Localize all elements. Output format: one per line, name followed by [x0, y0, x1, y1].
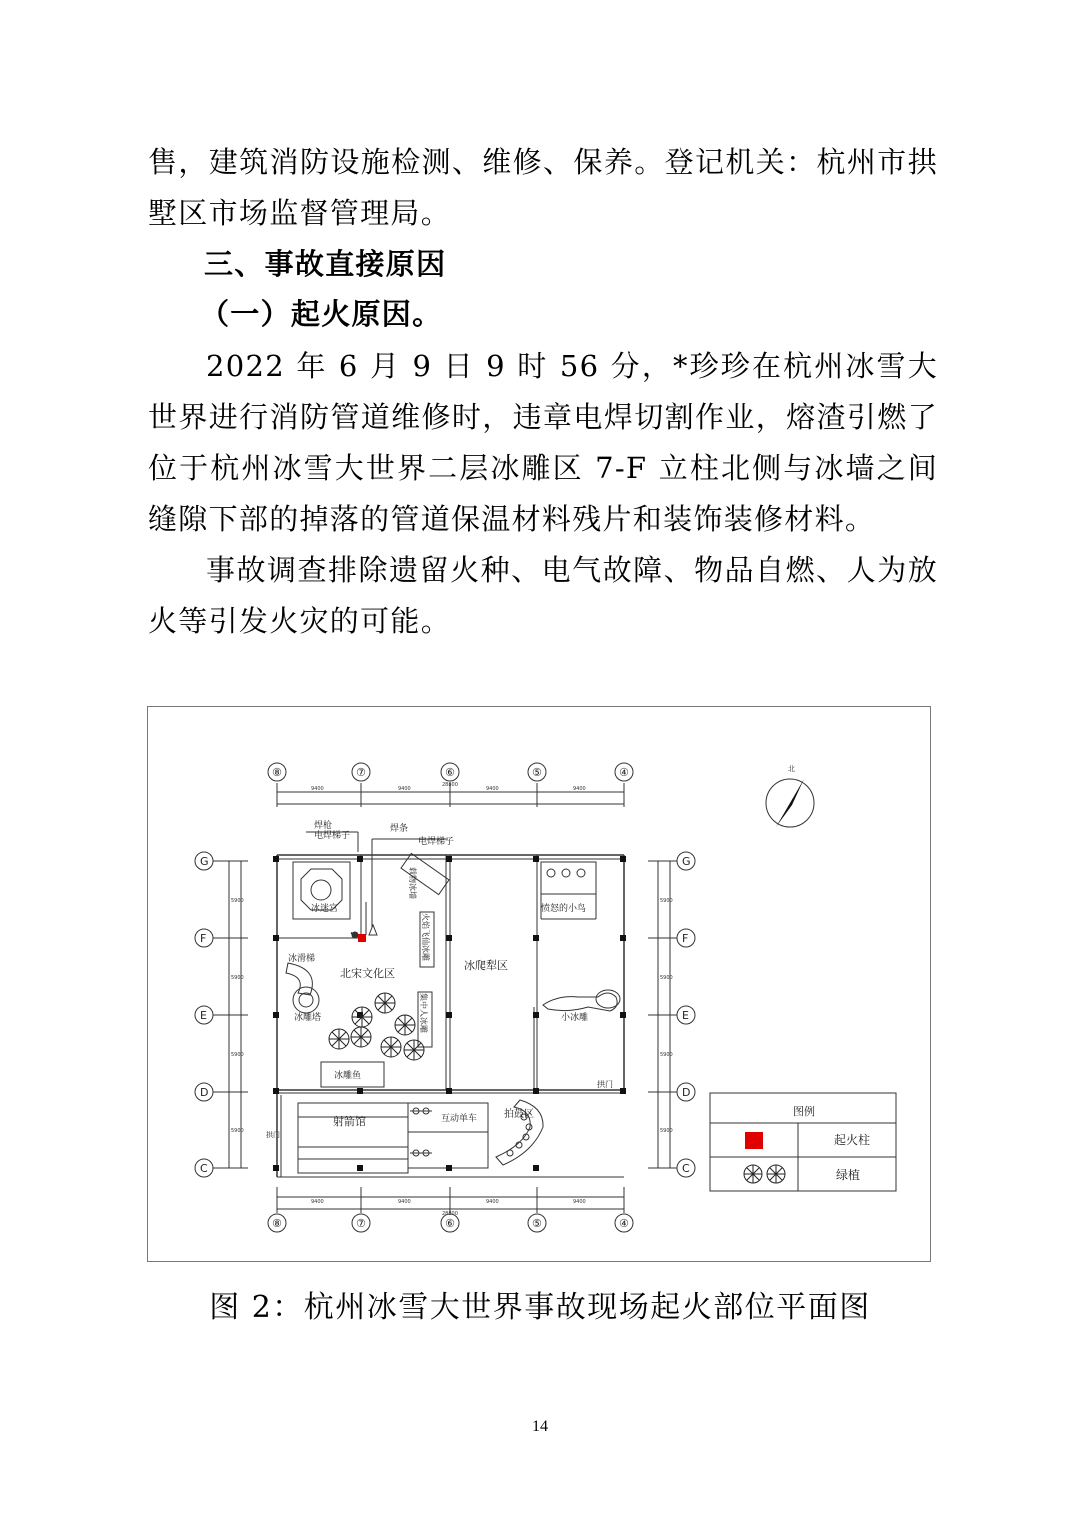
label-weld-gun: 焊枪: [314, 821, 333, 831]
axis-label-left-F: F: [200, 932, 207, 945]
angry-bird-box: [541, 862, 596, 894]
legend-title: 图例: [793, 1105, 815, 1118]
axis-label-bottom-5: ⑤: [532, 1217, 542, 1230]
dim-span-1: 9400: [311, 786, 324, 792]
label-ice-fish: 冰雕鱼: [334, 1071, 362, 1081]
dim-span-4: 9400: [573, 786, 586, 792]
label-tower: 冰雕塔: [294, 1013, 322, 1023]
legend-plant-label: 绿植: [836, 1168, 861, 1182]
axis-label-left-C: C: [200, 1162, 208, 1175]
label-weld-rod: 焊条: [390, 824, 409, 834]
plant-icon: [381, 1037, 401, 1057]
dim-row-r4: 5900: [660, 1128, 673, 1134]
dim-span-3: 9400: [486, 786, 499, 792]
page-number: 14: [532, 1418, 548, 1435]
axis-label-top-7: ⑦: [356, 766, 366, 779]
dim-total-bottom: 28800: [442, 1211, 458, 1217]
axis-label-top-6: ⑥: [445, 766, 455, 779]
dim-row-2: 5900: [231, 975, 244, 981]
label-song-zone: 北宋文化区: [340, 967, 395, 980]
axis-label-bottom-4: ④: [619, 1217, 629, 1230]
axis-label-bottom-6: ⑥: [445, 1217, 455, 1230]
dim-span-b4: 9400: [573, 1199, 586, 1205]
figure-caption: 图 2：杭州冰雪大世界事故现场起火部位平面图: [209, 1290, 871, 1325]
bike-room: [408, 1103, 488, 1168]
label-door-right: 拱门: [597, 1080, 613, 1089]
warning-triangle-icon: [369, 925, 377, 935]
axis-label-bottom-8: ⑧: [272, 1217, 282, 1230]
legend: [710, 1093, 896, 1191]
label-center-ice: 集中人冰雕: [419, 993, 428, 1033]
axis-label-left-G: G: [200, 855, 209, 868]
label-weld-ladder-1: 电焊梯子: [314, 831, 351, 841]
label-ice-maze: 冰迷宫: [311, 904, 339, 914]
dim-span-b3: 9400: [486, 1199, 499, 1205]
dim-row-4: 5900: [231, 1128, 244, 1134]
label-small-ice: 小冰雕: [561, 1013, 589, 1023]
plant-icon: [352, 1007, 372, 1027]
archery-room: [298, 1103, 408, 1173]
paragraph-exclusion: 事故调查排除遗留火种、电气故障、物品自燃、人为放火等引发火灾的可能。: [148, 553, 938, 638]
axis-label-left-D: D: [200, 1086, 209, 1099]
plant-icon: [404, 1040, 424, 1060]
floor-plan-figure: [147, 706, 931, 1262]
plant-group: [329, 993, 424, 1060]
axis-label-left-E: E: [200, 1009, 207, 1022]
axis-label-top-5: ⑤: [532, 766, 542, 779]
axis-label-top-8: ⑧: [272, 766, 282, 779]
label-bike: 互动单车: [441, 1114, 478, 1124]
legend-fire-icon: [745, 1132, 763, 1149]
axis-label-top-4: ④: [619, 766, 629, 779]
plant-icon: [395, 1015, 415, 1035]
label-fire-wall: 火焰飞仙冰雕: [421, 913, 430, 961]
dim-row-1: 5900: [231, 898, 244, 904]
axis-label-right-F: F: [682, 932, 689, 945]
label-slide: 冰滑梯: [288, 954, 316, 964]
legend-plant-icon: [744, 1165, 785, 1183]
dim-row-r2: 5900: [660, 975, 673, 981]
axis-label-right-C: C: [682, 1162, 690, 1175]
paragraph-registration: 售，建筑消防设施检测、维修、保养。登记机关：杭州市拱墅区市场监督管理局。: [148, 145, 938, 230]
axis-label-right-D: D: [682, 1086, 691, 1099]
plant-icon: [375, 993, 395, 1013]
dim-span-b2: 9400: [398, 1199, 411, 1205]
label-drum: 拍鼓区: [504, 1109, 534, 1120]
axis-label-bottom-7: ⑦: [356, 1217, 366, 1230]
paragraph-fire-cause: 2022 年 6 月 9 日 9 时 56 分，*珍珍在杭州冰雪大世界进行消防管道维修时，违章电焊切割作业，熔渣引燃了位于杭州冰雪大世界二层冰雕区 7-F 立柱北侧与冰墙之间缝隙下部的掉落的管道保温材料残片和装饰装修材料。: [148, 349, 938, 536]
subsection-heading-fire-cause: （一）起火原因。: [200, 297, 443, 331]
label-angry-bird: 愤怒的小鸟: [541, 904, 587, 914]
dim-span-b1: 9400: [311, 1199, 324, 1205]
compass-needle-icon: [776, 779, 804, 827]
dim-total-top: 28800: [442, 782, 458, 788]
axis-label-right-G: G: [682, 855, 691, 868]
label-climb-zone: 冰爬犁区: [464, 959, 508, 972]
section-heading-direct-cause: 三、事故直接原因: [204, 247, 447, 281]
dim-row-3: 5900: [231, 1052, 244, 1058]
dim-row-r3: 5900: [660, 1052, 673, 1058]
plant-icon: [329, 1029, 349, 1049]
label-archery: 射箭馆: [333, 1115, 366, 1128]
label-door-left: 拱门: [266, 1131, 280, 1139]
ice-slide: [286, 963, 312, 995]
north-label: 北: [788, 765, 795, 773]
dim-row-r1: 5900: [660, 898, 673, 904]
floor-plan-svg: [148, 707, 932, 1263]
label-weld-ladder-2: 电焊梯子: [418, 837, 455, 847]
plant-icon: [351, 1027, 371, 1047]
legend-fire-label: 起火柱: [834, 1133, 871, 1147]
dim-span-2: 9400: [398, 786, 411, 792]
axis-label-right-E: E: [682, 1009, 689, 1022]
fire-origin-pillar: [358, 934, 366, 942]
label-cannon-wall: 载物冰墙: [408, 867, 417, 899]
